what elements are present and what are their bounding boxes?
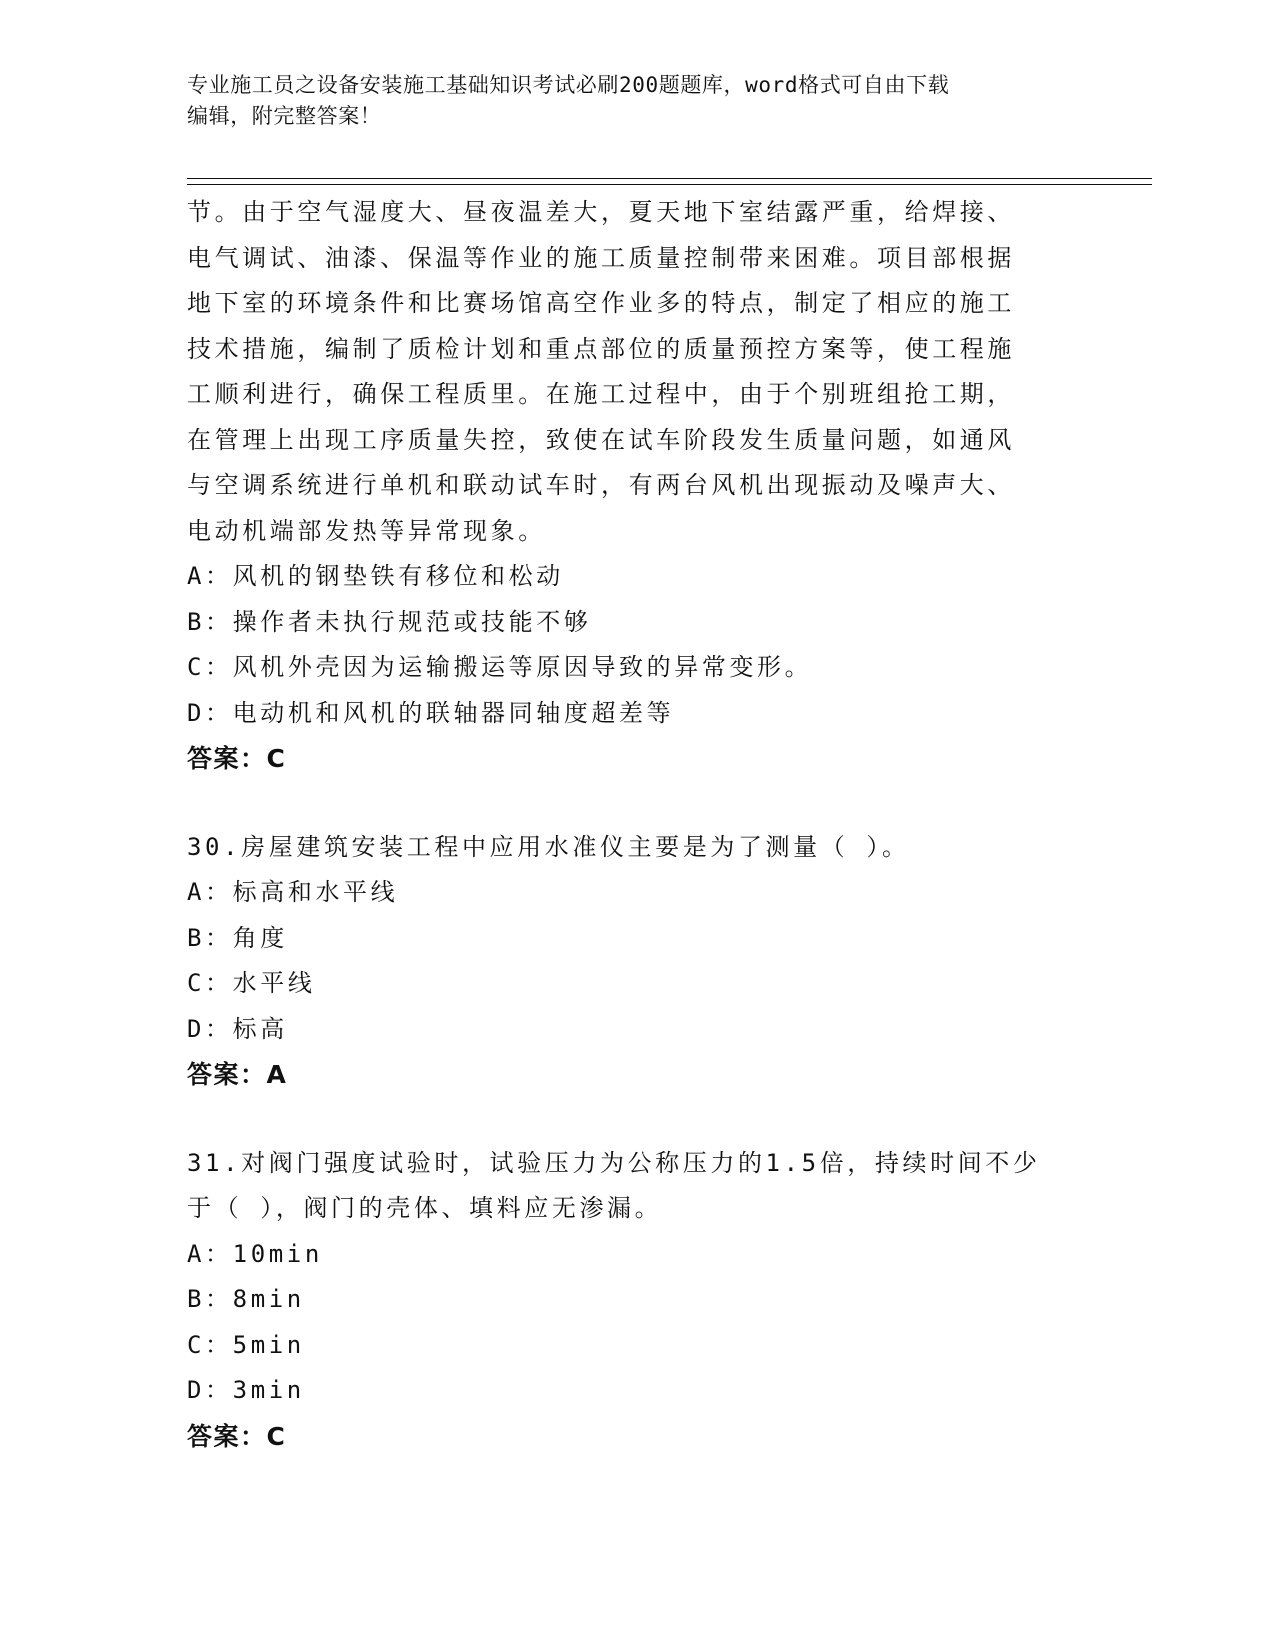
- option-a: A：风机的钢垫铁有移位和松动: [187, 562, 564, 590]
- option-d: D：3min: [187, 1376, 305, 1404]
- header-divider: [187, 178, 1152, 185]
- question-stem-line: 电动机端部发热等异常现象。: [187, 516, 546, 545]
- answer-line: 答案：C: [187, 1421, 287, 1451]
- option-b: B：角度: [187, 923, 288, 952]
- page-header: [187, 70, 1087, 132]
- document-title-line-1: 专业施工员之设备安装施工基础知识考试必刷200题题库，word格式可自由下载: [187, 73, 950, 97]
- option-a: A：10min: [187, 1239, 323, 1268]
- question-31: [187, 1141, 1087, 1460]
- question-stem-line: 电气调试、油漆、保温等作业的施工质量控制带来困难。项目部根据: [187, 243, 1015, 272]
- question-29: [187, 190, 1087, 782]
- question-stem-line: 节。由于空气湿度大、昼夜温差大，夏天地下室结露严重，给焊接、: [187, 198, 1015, 226]
- question-spacer: [187, 782, 1087, 825]
- question-stem-line: 在管理上出现工序质量失控，致使在试车阶段发生质量问题，如通风: [187, 425, 1015, 454]
- question-stem-line: 工顺利进行，确保工程质里。在施工过程中，由于个别班组抢工期，: [187, 380, 1015, 408]
- document-body: [187, 190, 1087, 1459]
- option-c: C：水平线: [187, 969, 316, 997]
- option-c: C：风机外壳因为运输搬运等原因导致的异常变形。: [187, 653, 813, 681]
- question-stem-line: 与空调系统进行单机和联动试车时，有两台风机出现振动及噪声大、: [187, 471, 1015, 499]
- question-spacer: [187, 1098, 1087, 1141]
- answer-line: 答案：C: [187, 744, 287, 773]
- option-d: D：标高: [187, 1014, 288, 1043]
- option-a: A：标高和水平线: [187, 878, 399, 906]
- question-stem-line: 于（ ），阀门的壳体、填料应无渗漏。: [187, 1194, 663, 1222]
- question-stem-line: 31.对阀门强度试验时，试验压力为公称压力的1.5倍，持续时间不少: [187, 1148, 1041, 1177]
- document-title-line-2: 编辑，附完整答案！: [187, 104, 382, 128]
- question-30: [187, 825, 1087, 1098]
- option-c: C：5min: [187, 1330, 305, 1359]
- question-stem-line: 技术措施，编制了质检计划和重点部位的质量预控方案等，使工程施: [187, 334, 1015, 363]
- answer-line: 答案：A: [187, 1060, 288, 1089]
- question-stem-line: 地下室的环境条件和比赛场馆高空作业多的特点，制定了相应的施工: [187, 289, 1015, 317]
- option-b: B：操作者未执行规范或技能不够: [187, 607, 592, 636]
- option-d: D：电动机和风机的联轴器同轴度超差等: [187, 698, 675, 727]
- option-b: B：8min: [187, 1285, 305, 1313]
- question-stem-line: 30.房屋建筑安装工程中应用水准仪主要是为了测量（ ）。: [187, 832, 910, 861]
